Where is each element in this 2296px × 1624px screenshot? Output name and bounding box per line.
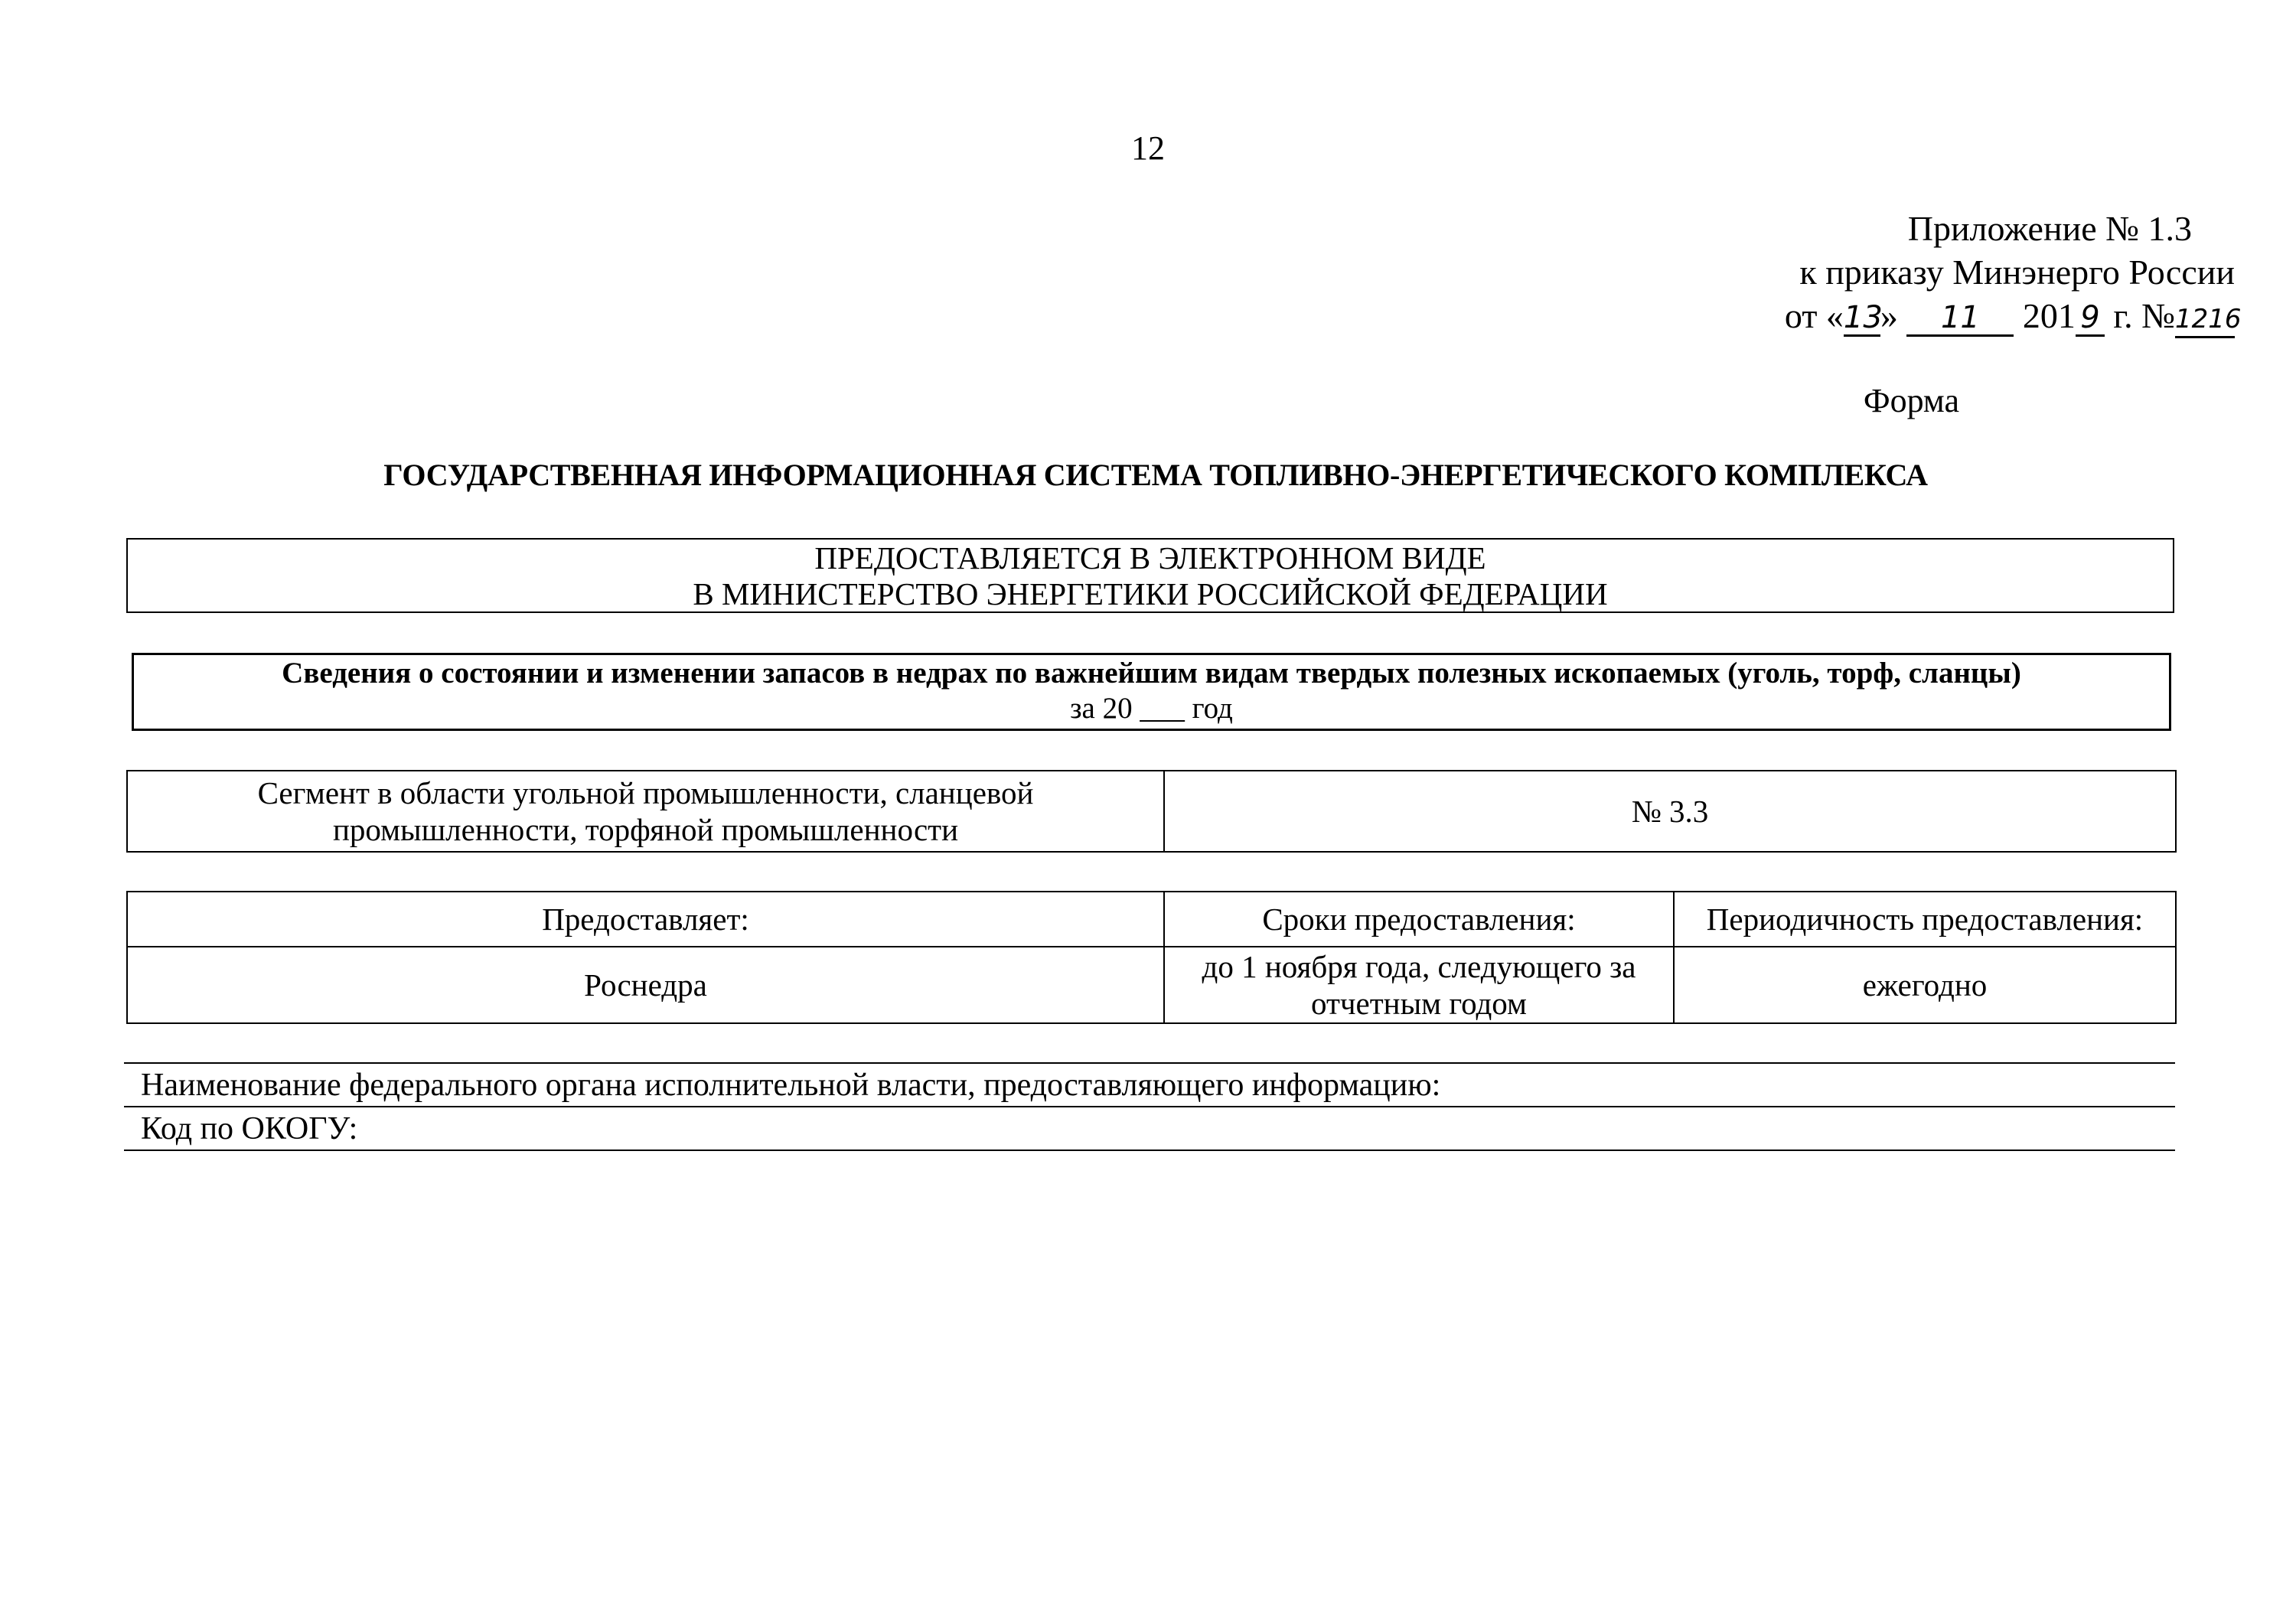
authority-name-line: Наименование федерального органа исполнительной власти, предоставляющего информацию: [124,1062,2175,1106]
deadline-cell [1164,947,1674,1023]
okogu-code-line: Код по ОКОГУ: [124,1106,2175,1151]
table-row [127,947,2176,1023]
page-number: 12 [1131,129,1165,167]
segment-name-line-2: промышленности, торфяной промышленности [332,812,959,847]
table-header-row [127,892,2176,947]
report-title-box [132,653,2171,731]
segment-table [126,770,2177,853]
segment-name-line-1: Сегмент в области угольной промышленности, сланцевой [257,775,1034,810]
handwritten-day: 13 [1843,300,1883,335]
main-title: ГОСУДАРСТВЕННАЯ ИНФОРМАЦИОННАЯ СИСТЕМА ТОПЛИВНО-ЭНЕРГЕТИЧЕСКОГО КОМПЛЕКСА [383,458,1928,492]
date-day-close: » [1880,296,1898,335]
segment-name-cell [127,771,1164,852]
header-deadline: Сроки предоставления: [1164,892,1674,947]
appendix-title: Приложение № 1.3 [1907,209,2192,248]
frequency-cell: ежегодно [1674,947,2176,1023]
deadline-line-2: отчетным годом [1311,986,1527,1021]
year-prefix: 201 [2022,296,2076,335]
deadline-line-1: до 1 ноября года, следующего за [1202,949,1636,984]
handwritten-year-digit: 9 [2076,301,2105,337]
handwritten-order-number: 1216 [2175,302,2235,338]
report-title: Сведения о состоянии и изменении запасов в недрах по важнейшим видам твердых полезных ископаемых (уголь, торф, сланцы) [282,657,2021,690]
provided-electronically-box [126,538,2174,613]
report-period: за 20 ___ год [1070,692,1233,725]
form-label: Форма [1863,382,1959,419]
provider-table [126,891,2177,1024]
header-provider: Предоставляет: [127,892,1164,947]
appendix-order-reference: к приказу Минэнерго России [1799,253,2235,292]
order-number-prefix: г. № [2113,296,2175,335]
header-frequency: Периодичность предоставления: [1674,892,2176,947]
table-row [127,771,2176,852]
provider-cell: Роснедра [127,947,1164,1023]
appendix-block [1607,207,2242,338]
date-prefix: от « [1784,296,1844,335]
segment-number-cell: № 3.3 [1164,771,2176,852]
handwritten-month: 11 [1906,301,2014,337]
provided-line-1: ПРЕДОСТАВЛЯЕТСЯ В ЭЛЕКТРОННОМ ВИДЕ [814,540,1486,576]
appendix-order-date [1607,294,2242,338]
provided-line-2: В МИНИСТЕРСТВО ЭНЕРГЕТИКИ РОССИЙСКОЙ ФЕДЕРАЦИИ [693,576,1608,611]
info-lines [124,1062,2175,1151]
